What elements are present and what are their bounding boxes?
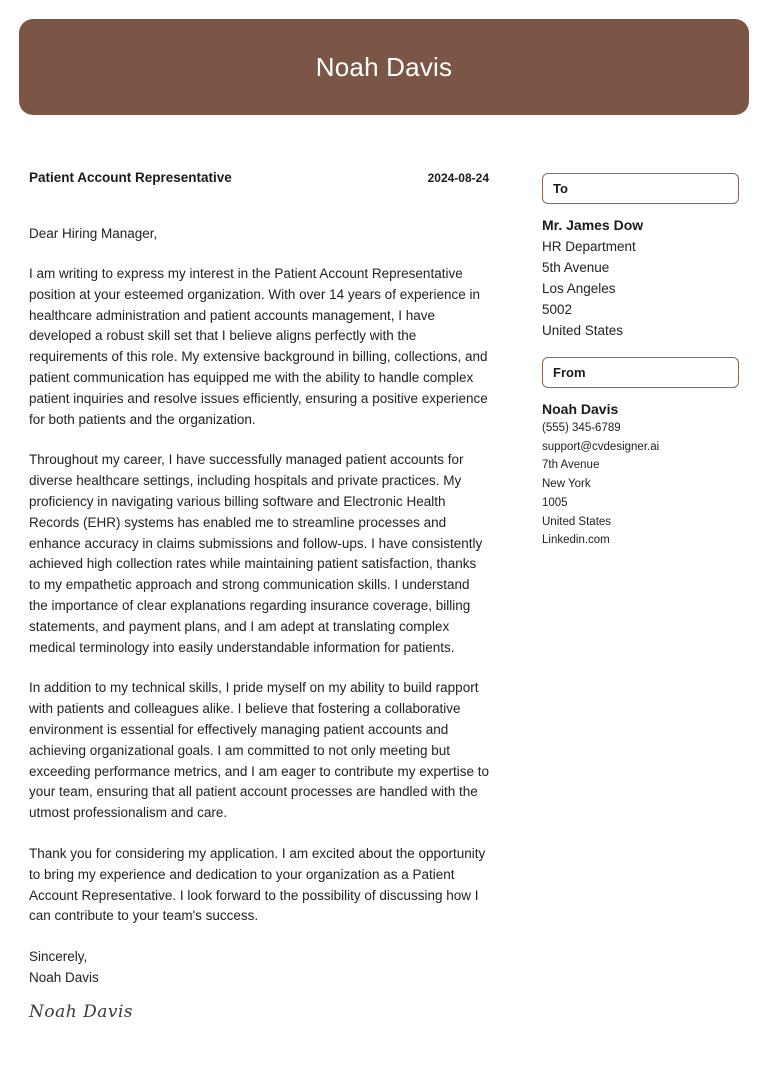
recipient-line: 5002	[542, 302, 573, 317]
sender-country: United States	[542, 515, 612, 528]
salutation: Dear Hiring Manager,	[29, 226, 158, 241]
paragraph-2: Throughout my career, I have successfully managed patient accounts for diverse healthcare settings, including hospitals and private practices. My proficiency in navigating various billing software and Electronic Health Records (EHR) systems has enabled me to streamline processes and enhance accuracy in claims submissions and follow-ups. I have consistently achieved high collection rates while maintaining patient satisfaction, thanks to my empathetic approach and strong communication skills. I understand the importance of clear explanations regarding insurance coverage, billing statements, and payment plans, and I am adept at translating complex medical terminology into easily understandable information for patients.	[29, 452, 483, 655]
letter-body	[29, 170, 489, 1022]
header-name: Noah Davis	[315, 51, 453, 82]
sender-email: support@cvdesigner.ai	[542, 440, 660, 453]
sender-zip: 1005	[542, 496, 568, 509]
recipient-line: HR Department	[542, 239, 636, 254]
letter-subject: Patient Account Representative	[29, 170, 232, 185]
sender-city: New York	[542, 478, 591, 491]
to-label: To	[553, 181, 568, 196]
sender-street: 7th Avenue	[542, 459, 600, 472]
recipient-block	[542, 173, 739, 341]
subject-row	[29, 170, 489, 194]
paragraph-4: Thank you for considering my application. I am excited about the opportunity to bring my experience and dedication to your organization as a Patient Account Representative. I look forward to the possibility of discussing how I can contribute to your team's success.	[29, 845, 486, 924]
closing-name: Noah Davis	[29, 969, 99, 985]
handwritten-signature: Noah Davis	[29, 1002, 134, 1023]
sender-linkedin: Linkedin.com	[542, 534, 610, 547]
sender-block	[542, 357, 739, 550]
recipient-line: Los Angeles	[542, 281, 616, 296]
to-label-box	[542, 173, 739, 204]
from-label-box	[542, 357, 739, 388]
recipient-name: Mr. James Dow	[542, 217, 644, 233]
recipient-line: 5th Avenue	[542, 260, 610, 275]
header-banner	[19, 19, 749, 115]
sender-phone: (555) 345-6789	[542, 422, 621, 434]
closing	[29, 947, 489, 988]
sender-name: Noah Davis	[542, 401, 619, 417]
recipient-line: United States	[542, 323, 624, 338]
closing-phrase: Sincerely,	[29, 949, 88, 965]
from-label: From	[553, 365, 586, 380]
paragraph-1: I am writing to express my interest in the Patient Account Representative position at your esteemed organization. With over 14 years of experience in healthcare administration and patient accounts management, I have developed a robust skill set that I believe aligns perfectly with the requirements of this role. My extensive background in billing, collections, and patient communication has equipped me with the ability to handle complex patient inquiries and resolve issues efficiently, ensuring a positive experience for both patients and the organization.	[29, 266, 488, 427]
letter-date: 2024-08-24	[427, 171, 489, 185]
paragraph-3: In addition to my technical skills, I pride myself on my ability to build rapport with patients and colleagues alike. I believe that fostering a collaborative environment is essential for effectively managing patient accounts and achieving organizational goals. I am committed to not only meeting but exceeding performance metrics, and I am eager to contribute my expertise to your team, ensuring that all patient account processes are handled with the utmost professionalism and care.	[29, 680, 489, 821]
